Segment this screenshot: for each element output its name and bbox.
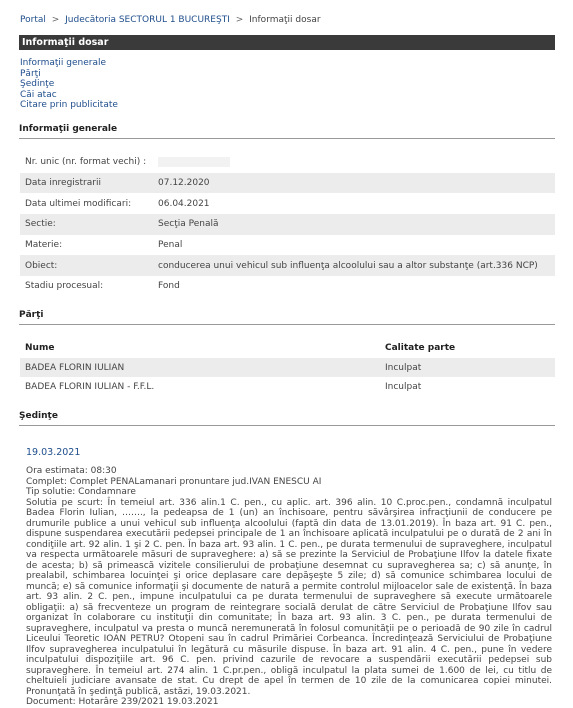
breadcrumb-portal-link[interactable]: Portal — [20, 15, 46, 25]
party-name: BADEA FLORIN IULIAN — [20, 358, 380, 377]
info-value: Secţia Penală — [153, 214, 555, 235]
breadcrumb-current: Informaţii dosar — [249, 15, 321, 25]
breadcrumb-separator: > — [235, 15, 244, 25]
info-value: Penal — [158, 240, 183, 251]
info-value: 07.12.2020 — [153, 173, 555, 194]
redacted-value — [158, 157, 230, 167]
info-value: conducerea unui vehicul sub influenţa alcoolului sau a altor substanţe (art.336 NCP) — [153, 255, 555, 276]
info-label: Materie: — [25, 240, 63, 251]
hearing-date: 19.03.2021 — [26, 447, 81, 458]
table-row — [20, 377, 555, 396]
nav-link-parti[interactable]: Părţi — [20, 68, 41, 79]
info-row — [20, 235, 555, 256]
column-header-calitate: Calitate parte — [385, 343, 456, 353]
nav-link-sedinte[interactable]: Şedinţe — [20, 79, 55, 89]
info-label: Stadiu procesual: — [25, 281, 104, 292]
solution-type: Tip solutie: Condamnare — [26, 487, 136, 497]
info-label: Obiect: — [20, 255, 153, 276]
info-value — [153, 152, 555, 173]
info-label: Data ultimei modificari: — [25, 198, 132, 209]
hearing-details — [26, 466, 552, 708]
section-heading-parti: Părţi — [19, 310, 555, 325]
party-role: Inculpat — [385, 381, 422, 392]
info-row — [20, 276, 555, 297]
info-row — [20, 193, 555, 214]
general-info-table — [20, 152, 555, 297]
hearing-panel: Complet: Complet PENALamanari pronuntare jud.IVAN ENESCU AI — [26, 476, 322, 487]
nav-link-citare-publicitate[interactable]: Citare prin publicitate — [20, 100, 118, 110]
info-row — [20, 214, 555, 235]
info-value: Fond — [158, 281, 180, 292]
info-row — [20, 173, 555, 194]
info-row — [20, 255, 555, 276]
hearing-time: Ora estimata: 08:30 — [26, 466, 117, 476]
hearing-document: Document: Hotarâre 239/2021 19.03.2021 — [26, 697, 219, 707]
nav-link-cai-atac[interactable]: Căi atac — [20, 89, 57, 100]
section-heading-general: Informaţii generale — [19, 124, 555, 139]
solution-summary: Solutia pe scurt: În temeiul art. 336 alin.1 C. pen., cu aplic. art. 396 alin. 10 C.proc.pen., condamnă inculpatul Badea Florin Iulian, ……., la pedeapsa de 1 (un) an închisoare, pentru săvârşirea infracţiunii de conducere pe drumurile publice a unui vehicul sub influenţa alcoolului (faptă din data de 13.01.2019). În baza art. 91 C. pen., dispune suspendarea executării pedepsei principale de 1 an închisoare aplicată inculpatului pe o durată de 2 ani în condiţiile art. 92 alin. 1 şi 2 C. pen. În baza art. 93 alin. 1 C. pen., pe durata termenului de supraveghere, inculpatul va respecta următoarele măsuri de supraveghere: a) să se prezinte la Serviciul de Probaţiune Ilfov la datele fixate de acesta; b) să primească vizitele consilierului de probaţiune desemnat cu supravegherea sa; c) să anunţe, în prealabil, schimbarea locuinţei şi orice deplasare care depăşeşte 5 zile; d) să comunice schimbarea locului de muncă; e) să comunice informaţii şi documente de natură a permite controlul mijloacelor sale de existenţă. În baza art. 93 alin. 2 C. pen., impune inculpatului ca pe durata termenului de supraveghere să execute următoarele obligaţii: a) să frecventeze un program de reintegrare socială derulat de către Serviciul de Probaţiune Ilfov sau organizat în colaborare cu instituţii din comunitate; În baza art. 93 alin. 3 C. pen., pe durata termenului de supraveghere, inculpatul va presta o muncă neremunerată în folosul comunităţii pe o perioadă de 90 zile în cadrul Liceului Teoretic IOAN PETRU? Otopeni sau în cadrul Primăriei Corbeanca. Încredinţează Serviciului de Probaţiune Ilfov supravegherea inculpatului în legătură cu măsurile dispuse. În baza art. 91 alin. 4 C. pen., pune în vedere inculpatului dispoziţiile art. 96 C. pen. privind cazurile de revocare a suspendării executării pedepsei sub supraveghere. În temeiul art. 274 alin. 1 C.pr.pen., obligă inculpatul la plata sumei de 1.600 de lei, cu titlu de cheltuieli judiciare avansate de stat. Cu drept de apel în termen de 10 zile de la comunicarea copiei minutei. Pronunţată în şedinţă publică, astăzi, 19.03.2021. — [26, 497, 552, 697]
info-row — [20, 152, 555, 173]
table-row — [20, 358, 555, 377]
party-name: BADEA FLORIN IULIAN - F.F.L. — [25, 381, 155, 392]
info-label: Nr. unic (nr. format vechi) : — [25, 157, 147, 168]
column-header-nume: Nume — [25, 343, 55, 353]
party-role: Inculpat — [380, 358, 555, 377]
breadcrumb — [20, 15, 321, 25]
info-label: Data inregistrarii — [20, 173, 153, 194]
section-heading-sedinte: Şedinţe — [19, 411, 555, 426]
breadcrumb-separator: > — [51, 15, 60, 25]
nav-link-informatii-generale[interactable]: Informaţii generale — [20, 58, 106, 68]
parti-table — [20, 338, 555, 396]
info-value: 06.04.2021 — [158, 198, 210, 209]
section-nav — [20, 58, 118, 111]
info-label: Sectie: — [20, 214, 153, 235]
table-header-row — [20, 338, 555, 358]
page-title-bar: Informaţii dosar — [19, 35, 555, 50]
breadcrumb-court-link[interactable]: Judecătoria SECTORUL 1 BUCUREŞTI — [65, 15, 230, 25]
